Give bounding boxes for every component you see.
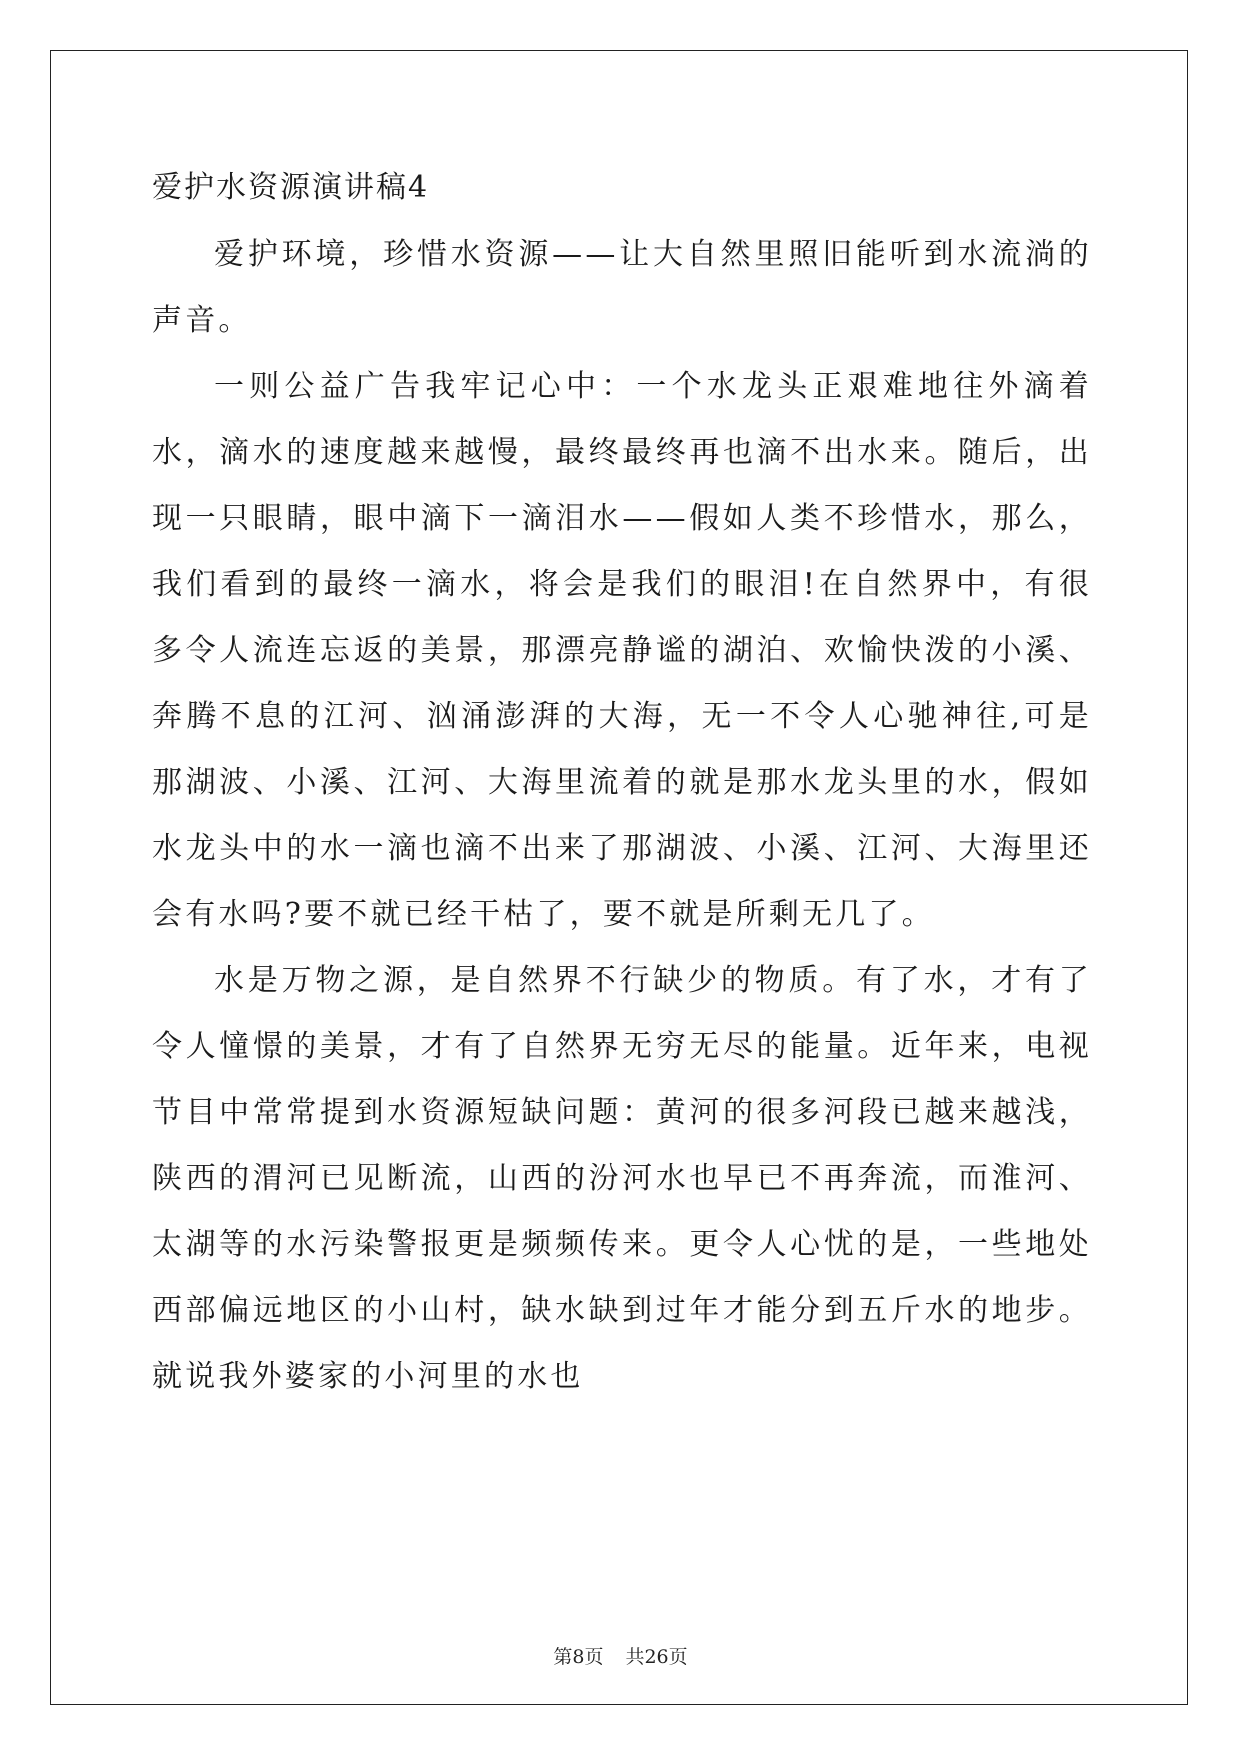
page-footer — [0, 1645, 1241, 1669]
document-body — [152, 222, 1092, 1410]
paragraph-3: 水是万物之源，是自然界不行缺少的物质。有了水，才有了令人憧憬的美景，才有了自然界无穷无尽的能量。近年来，电视节目中常常提到水资源短缺问题：黄河的很多河段已越来越浅，陕西的渭河已见断流，山西的汾河水也早已不再奔流，而淮河、太湖等的水污染警报更是频频传来。更令人心忧的是，一些地处西部偏远地区的小山村，缺水缺到过年才能分到五斤水的地步。就说我外婆家的小河里的水也 — [152, 963, 1092, 1394]
paragraph-1: 爱护环境，珍惜水资源——让大自然里照旧能听到水流淌的声音。 — [152, 237, 1092, 338]
paragraph-2: 一则公益广告我牢记心中：一个水龙头正艰难地往外滴着水，滴水的速度越来越慢，最终最终再也滴不出水来。随后，出现一只眼睛，眼中滴下一滴泪水——假如人类不珍惜水，那么，我们看到的最终一滴水，将会是我们的眼泪!在自然界中，有很多令人流连忘返的美景，那漂亮静谧的湖泊、欢愉快泼的小溪、奔腾不息的江河、汹涌澎湃的大海，无一不令人心驰神往,可是那湖波、小溪、江河、大海里流着的就是那水龙头里的水，假如水龙头中的水一滴也滴不出来了那湖波、小溪、江河、大海里还会有水吗?要不就已经干枯了，要不就是所剩无几了。 — [152, 369, 1092, 932]
page-number: 第8页 — [553, 1646, 604, 1668]
document-title: 爱护水资源演讲稿4 — [152, 170, 430, 205]
page-total: 共26页 — [625, 1646, 688, 1668]
